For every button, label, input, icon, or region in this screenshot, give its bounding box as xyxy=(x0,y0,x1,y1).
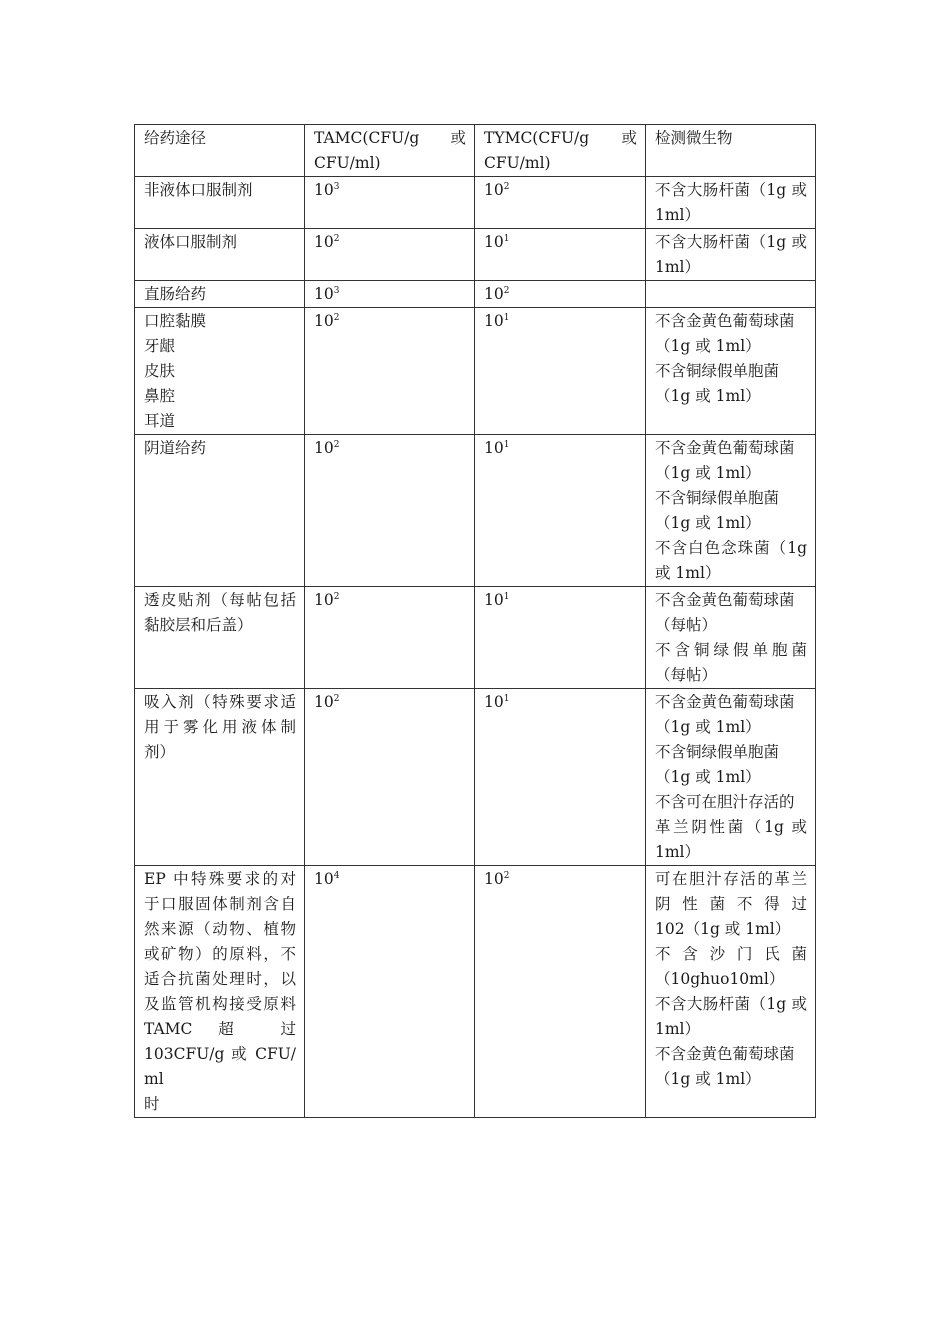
cell-microbes xyxy=(646,177,816,229)
tamc-exponent: 3 xyxy=(333,286,340,296)
route-line: 用于雾化用液体制 xyxy=(144,718,296,736)
cell-tamc xyxy=(305,866,475,1118)
microbes-line: （1g 或 1ml） xyxy=(655,337,761,355)
microbes-line: （每帖） xyxy=(655,616,718,634)
tamc-exponent: 2 xyxy=(333,440,340,450)
microbes-line: 不含金黄色葡萄球菌 xyxy=(655,312,795,330)
microbes-line: 或 1ml） xyxy=(655,564,721,582)
cell-microbes xyxy=(646,587,816,689)
tamc-base: 10 xyxy=(314,439,334,457)
table-row xyxy=(135,689,816,866)
table-row xyxy=(135,229,816,281)
route-line: 液体口服制剂 xyxy=(144,233,238,251)
cell-route xyxy=(135,689,305,866)
tymc-exponent: 2 xyxy=(503,182,510,192)
tymc-base: 10 xyxy=(484,591,504,609)
tamc-exponent: 2 xyxy=(333,694,340,704)
cell-tamc xyxy=(305,177,475,229)
table-row xyxy=(135,308,816,435)
cell-route xyxy=(135,308,305,435)
cell-tymc xyxy=(475,866,646,1118)
header-tamc xyxy=(305,125,475,177)
cell-tymc xyxy=(475,308,646,435)
microbes-line: 1ml） xyxy=(655,206,701,224)
microbes-line: 不含铜绿假单胞菌 xyxy=(655,489,780,507)
header-tamc-line: CFU/ml) xyxy=(314,154,381,172)
header-microbes xyxy=(646,125,816,177)
microbes-line: 不含大肠杆菌（1g 或 xyxy=(655,233,807,251)
cell-tymc xyxy=(475,689,646,866)
microbes-line: 不含铜绿假单胞菌 xyxy=(655,641,807,659)
cell-microbes xyxy=(646,229,816,281)
route-line: TAMC 超 过 xyxy=(144,1020,296,1038)
tymc-exponent: 1 xyxy=(503,694,510,704)
microbes-line: 不含白色念珠菌（1g xyxy=(655,539,807,557)
microbes-line: 1ml） xyxy=(655,258,701,276)
route-line: 吸入剂（特殊要求适 xyxy=(144,693,296,711)
tymc-base: 10 xyxy=(484,439,504,457)
microbes-line: 102（1g 或 1ml） xyxy=(655,920,791,938)
route-line: EP 中特殊要求的对 xyxy=(144,870,296,888)
cell-tymc xyxy=(475,229,646,281)
route-line: 皮肤 xyxy=(144,362,176,380)
microbes-line: 不含金黄色葡萄球菌 xyxy=(655,693,795,711)
header-tymc-line: TYMC(CFU/g 或 xyxy=(484,129,637,147)
route-line: 然来源（动物、植物 xyxy=(144,920,296,938)
table-row xyxy=(135,866,816,1118)
tymc-base: 10 xyxy=(484,870,504,888)
microbes-line: 不含金黄色葡萄球菌 xyxy=(655,1045,795,1063)
tamc-base: 10 xyxy=(314,285,334,303)
table-header-row xyxy=(135,125,816,177)
microbes-line: 不含金黄色葡萄球菌 xyxy=(655,591,795,609)
microbial-limits-table xyxy=(134,124,816,1118)
cell-tamc xyxy=(305,281,475,308)
microbes-line: 不含金黄色葡萄球菌 xyxy=(655,439,795,457)
tamc-base: 10 xyxy=(314,233,334,251)
tymc-base: 10 xyxy=(484,693,504,711)
cell-microbes xyxy=(646,435,816,587)
cell-microbes xyxy=(646,866,816,1118)
tamc-exponent: 4 xyxy=(333,871,340,881)
route-line: 口腔黏膜 xyxy=(144,312,207,330)
table-row xyxy=(135,177,816,229)
tamc-exponent: 2 xyxy=(333,313,340,323)
table-row xyxy=(135,435,816,587)
cell-tymc xyxy=(475,435,646,587)
route-line: 适合抗菌处理时，以 xyxy=(144,970,296,988)
table-row xyxy=(135,281,816,308)
route-line: 103CFU/g 或 CFU/ml xyxy=(144,1045,296,1088)
table-row xyxy=(135,587,816,689)
route-line: 或矿物）的原料，不 xyxy=(144,945,296,963)
header-tymc-line: CFU/ml) xyxy=(484,154,551,172)
route-line: 透皮贴剂（每帖包括 xyxy=(144,591,296,609)
microbes-line: 不含可在胆汁存活的 xyxy=(655,793,795,811)
tamc-base: 10 xyxy=(314,591,334,609)
microbes-line: （每帖） xyxy=(655,666,718,684)
microbes-line: 1ml） xyxy=(655,843,701,861)
cell-microbes xyxy=(646,308,816,435)
microbes-line: 阴 性 菌 不 得 过 xyxy=(655,895,807,913)
cell-microbes xyxy=(646,689,816,866)
header-microbes-text: 检测微生物 xyxy=(655,129,733,147)
microbes-line: （1g 或 1ml） xyxy=(655,514,761,532)
cell-tamc xyxy=(305,435,475,587)
tamc-exponent: 2 xyxy=(333,234,340,244)
header-tamc-line: TAMC(CFU/g 或 xyxy=(314,129,466,147)
tymc-exponent: 1 xyxy=(503,313,510,323)
cell-tymc xyxy=(475,587,646,689)
tymc-exponent: 1 xyxy=(503,592,510,602)
microbes-line: 不含大肠杆菌（1g 或 xyxy=(655,995,807,1013)
route-line: 剂） xyxy=(144,743,176,761)
tymc-exponent: 2 xyxy=(503,286,510,296)
cell-route xyxy=(135,281,305,308)
cell-tamc xyxy=(305,587,475,689)
microbes-line: 不含大肠杆菌（1g 或 xyxy=(655,181,807,199)
microbes-line: （10ghuo10ml） xyxy=(655,970,785,988)
tymc-base: 10 xyxy=(484,312,504,330)
microbes-line: 1ml） xyxy=(655,1020,701,1038)
tymc-exponent: 1 xyxy=(503,234,510,244)
cell-tymc xyxy=(475,281,646,308)
tymc-base: 10 xyxy=(484,233,504,251)
microbes-line: （1g 或 1ml） xyxy=(655,718,761,736)
header-route xyxy=(135,125,305,177)
microbes-line: （1g 或 1ml） xyxy=(655,464,761,482)
tamc-exponent: 3 xyxy=(333,182,340,192)
route-line: 黏胶层和后盖） xyxy=(144,616,253,634)
cell-tamc xyxy=(305,689,475,866)
route-line: 阴道给药 xyxy=(144,439,207,457)
tamc-exponent: 2 xyxy=(333,592,340,602)
tymc-base: 10 xyxy=(484,285,504,303)
cell-route xyxy=(135,229,305,281)
cell-tamc xyxy=(305,229,475,281)
cell-route xyxy=(135,435,305,587)
route-line: 及监管机构接受原料 xyxy=(144,995,296,1013)
microbes-line: 革兰阴性菌（1g 或 xyxy=(655,818,807,836)
cell-microbes xyxy=(646,281,816,308)
microbes-line: 不含铜绿假单胞菌 xyxy=(655,362,780,380)
header-tymc xyxy=(475,125,646,177)
tamc-base: 10 xyxy=(314,693,334,711)
route-line: 非液体口服制剂 xyxy=(144,181,253,199)
cell-route xyxy=(135,866,305,1118)
microbes-line: 可在胆汁存活的革兰 xyxy=(655,870,807,888)
table-body xyxy=(135,125,816,1118)
tamc-base: 10 xyxy=(314,181,334,199)
header-route-text: 给药途径 xyxy=(144,129,207,147)
tamc-base: 10 xyxy=(314,312,334,330)
microbes-line: 不含铜绿假单胞菌 xyxy=(655,743,780,761)
tamc-base: 10 xyxy=(314,870,334,888)
tymc-exponent: 2 xyxy=(503,871,510,881)
route-line: 时 xyxy=(144,1095,160,1113)
cell-tymc xyxy=(475,177,646,229)
cell-route xyxy=(135,587,305,689)
route-line: 直肠给药 xyxy=(144,285,207,303)
microbes-line: （1g 或 1ml） xyxy=(655,1070,761,1088)
microbes-line: （1g 或 1ml） xyxy=(655,387,761,405)
cell-route xyxy=(135,177,305,229)
route-line: 于口服固体制剂含自 xyxy=(144,895,296,913)
tymc-base: 10 xyxy=(484,181,504,199)
tymc-exponent: 1 xyxy=(503,440,510,450)
microbes-line: （1g 或 1ml） xyxy=(655,768,761,786)
route-line: 耳道 xyxy=(144,412,176,430)
route-line: 鼻腔 xyxy=(144,387,176,405)
cell-tamc xyxy=(305,308,475,435)
microbes-line: 不 含 沙 门 氏 菌 xyxy=(655,945,807,963)
route-line: 牙龈 xyxy=(144,337,176,355)
